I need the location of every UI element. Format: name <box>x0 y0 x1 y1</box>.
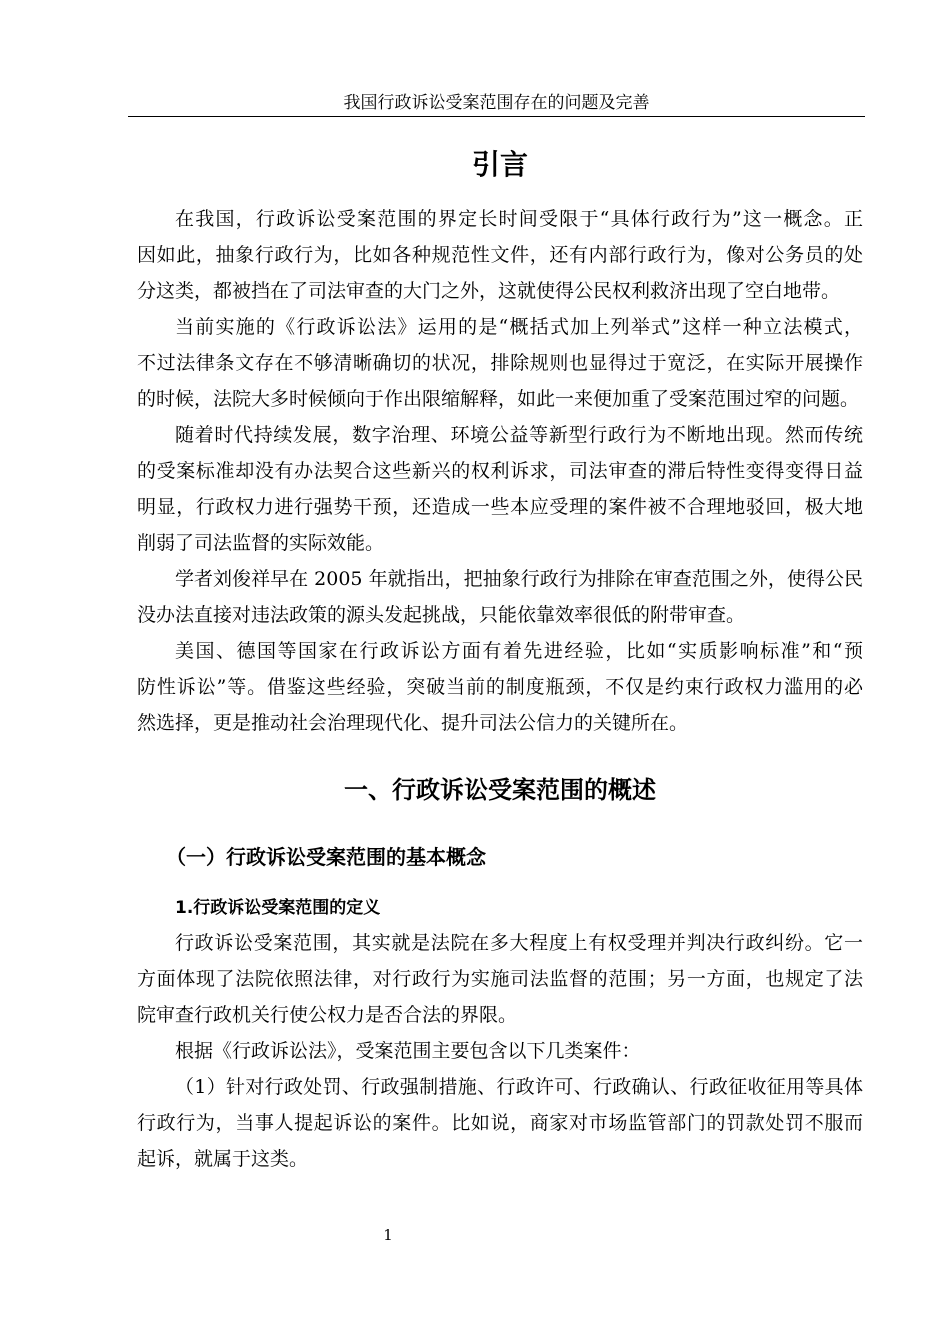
intro-title: 引言 <box>471 148 528 181</box>
subsection-title: 1.行政诉讼受案范围的定义 <box>175 898 381 918</box>
paragraph-line: 行政行为，当事人提起诉讼的案件。比如说，商家对市场监管部门的罚款处罚不服而 <box>137 1112 863 1134</box>
paragraph <box>137 633 863 741</box>
paragraph <box>137 309 863 417</box>
paragraph-line: （1）针对行政处罚、行政强制措施、行政许可、行政确认、行政征收征用等具体 <box>175 1076 863 1098</box>
paragraph <box>137 561 863 633</box>
running-header: 我国行政诉讼受案范围存在的问题及完善 <box>343 93 650 113</box>
paragraph-line: 然选择，更是推动社会治理现代化、提升司法公信力的关键所在。 <box>137 712 689 734</box>
paragraph-line: 随着时代持续发展，数字治理、环境公益等新型行政行为不断地出现。然而传统 <box>175 424 863 446</box>
paragraph-line: 没办法直接对违法政策的源头发起挑战，只能依靠效率很低的附带审查。 <box>137 604 746 626</box>
page-number: 1 <box>383 1226 393 1244</box>
paragraph <box>137 417 863 561</box>
paragraph-line: 的受案标准却没有办法契合这些新兴的权利诉求，司法审查的滞后特性变得变得日益 <box>137 460 863 482</box>
definition-body <box>137 925 863 1177</box>
paragraph <box>137 1069 863 1177</box>
paragraph <box>137 201 863 309</box>
paragraph-line: 起诉，就属于这类。 <box>137 1148 309 1170</box>
paragraph-line: 在我国，行政诉讼受案范围的界定长时间受限于“具体行政行为”这一概念。正 <box>175 208 863 230</box>
paragraph-line: 不过法律条文存在不够清晰确切的状况，排除规则也显得过于宽泛，在实际开展操作 <box>137 352 863 374</box>
paragraph-line: 行政诉讼受案范围，其实就是法院在多大程度上有权受理并判决行政纠纷。它一 <box>175 932 863 954</box>
paragraph <box>137 925 863 1033</box>
paragraph-line: 的时候，法院大多时候倾向于作出限缩解释，如此一来便加重了受案范围过窄的问题。 <box>137 388 860 410</box>
paragraph-line: 当前实施的《行政诉讼法》运用的是“概括式加上列举式”这样一种立法模式， <box>175 316 863 338</box>
chapter-title: 一、行政诉讼受案范围的概述 <box>344 776 656 804</box>
paragraph-line: 防性诉讼”等。借鉴这些经验，突破当前的制度瓶颈，不仅是约束行政权力滥用的必 <box>137 676 863 698</box>
intro-body <box>137 201 863 741</box>
paragraph-line: 削弱了司法监督的实际效能。 <box>137 532 385 554</box>
paragraph-line: 因如此，抽象行政行为，比如各种规范性文件，还有内部行政行为，像对公务员的处 <box>137 244 863 266</box>
paragraph-line: 美国、德国等国家在行政诉讼方面有着先进经验，比如“实质影响标准”和“预 <box>175 640 863 662</box>
section-title: （一）行政诉讼受案范围的基本概念 <box>166 845 486 869</box>
header-rule <box>128 116 865 117</box>
paragraph <box>137 1033 863 1069</box>
paragraph-line: 根据《行政诉讼法》，受案范围主要包含以下几类案件： <box>175 1040 641 1062</box>
paragraph-line: 方面体现了法院依照法律，对行政行为实施司法监督的范围；另一方面，也规定了法 <box>137 968 863 990</box>
paragraph-line: 明显，行政权力进行强势干预，还造成一些本应受理的案件被不合理地驳回，极大地 <box>137 496 863 518</box>
paragraph-line: 学者刘俊祥早在 2005 年就指出，把抽象行政行为排除在审查范围之外，使得公民 <box>175 568 863 590</box>
paragraph-line: 院审查行政机关行使公权力是否合法的界限。 <box>137 1004 518 1026</box>
paragraph-line: 分这类，都被挡在了司法审查的大门之外，这就使得公民权利救济出现了空白地带。 <box>137 280 841 302</box>
